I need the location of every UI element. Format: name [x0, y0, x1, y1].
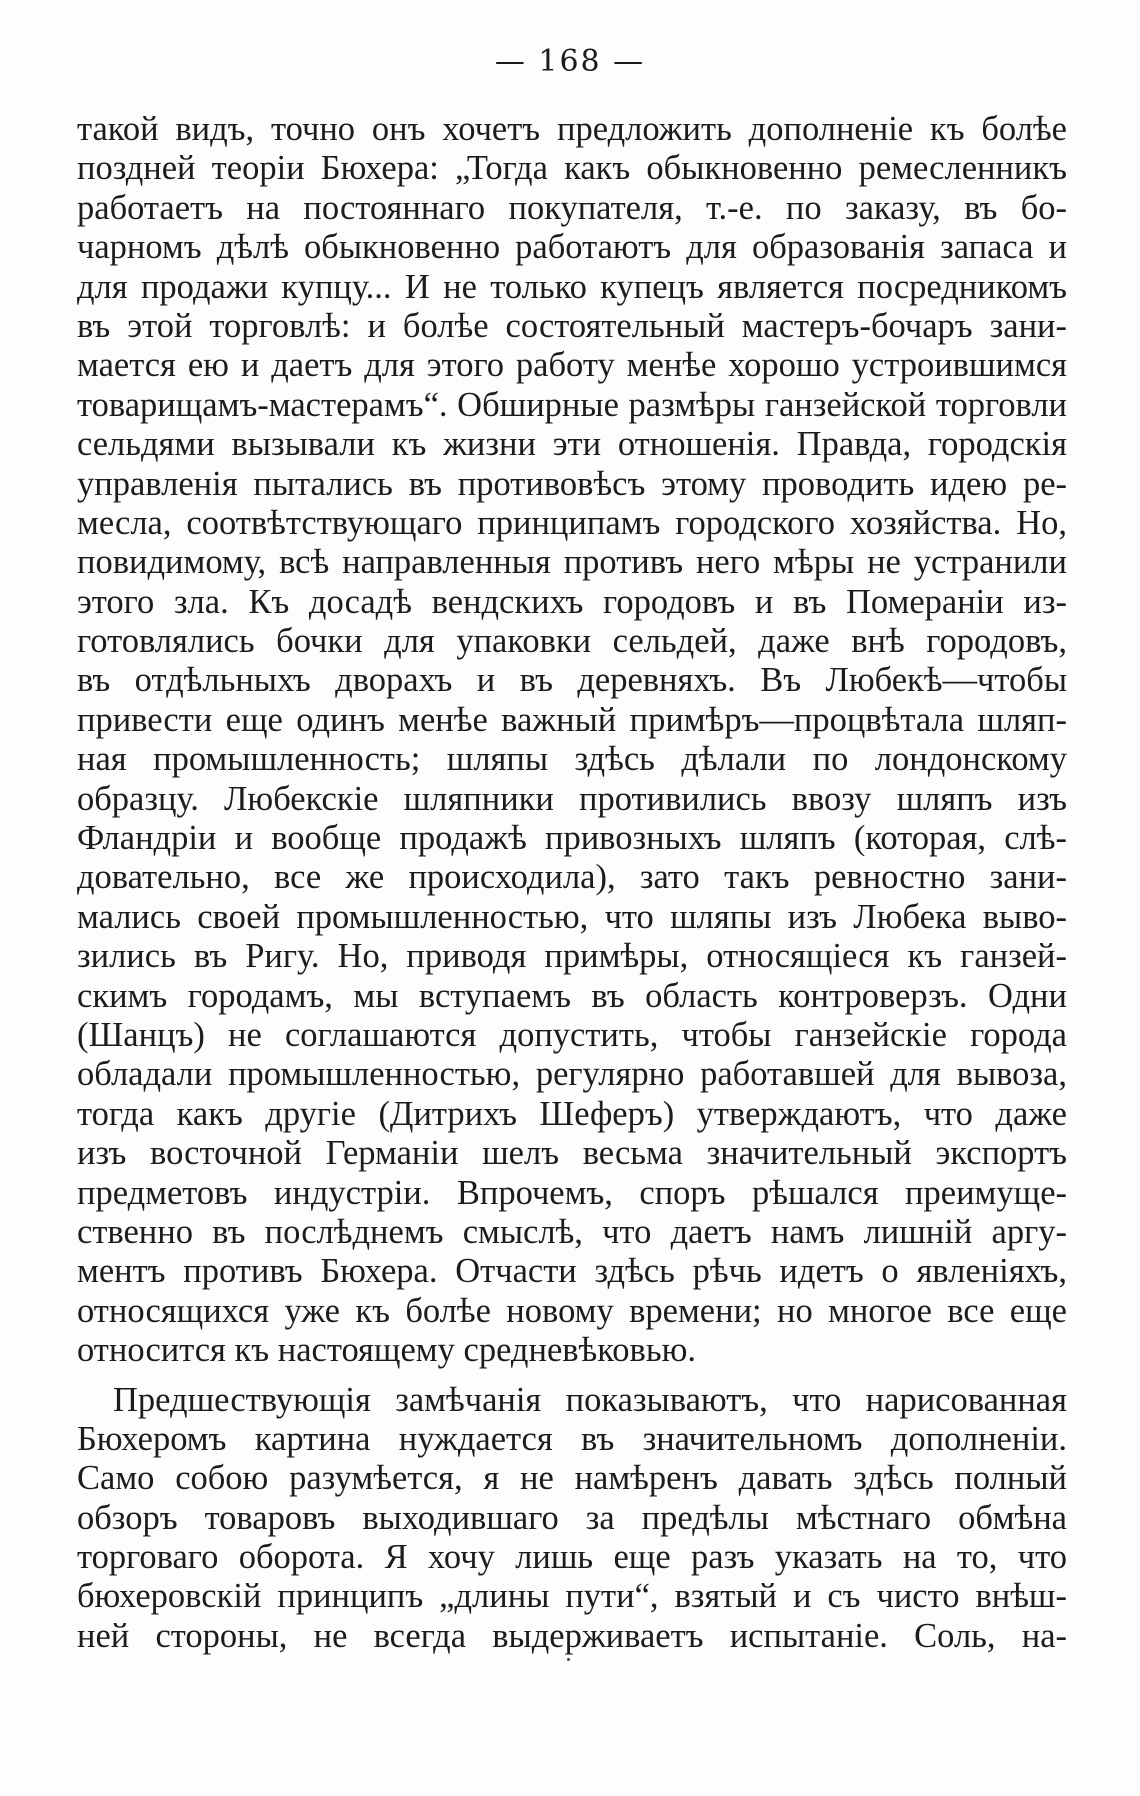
text-line: ная промышленность; шляпы здѣсь дѣлали по лондонскому [77, 740, 1067, 779]
text-line: мается ею и даетъ для этого работу менѣе хорошо устроившимся [77, 346, 1067, 385]
text-line: обзоръ товаровъ выходившаго за предѣлы мѣстнаго обмѣна [77, 1498, 1067, 1537]
text-line: этого зла. Къ досадѣ вендскихъ городовъ и въ Помераніи из- [77, 582, 1067, 621]
text-line: (Шанцъ) не соглашаются допустить, чтобы ганзейскіе города [77, 1015, 1067, 1054]
body-text [77, 110, 1067, 1656]
text-line: Фландріи и вообще продажѣ привозныхъ шляпъ (которая, слѣ- [77, 819, 1067, 858]
text-line: ней стороны, не всегда выдерживаетъ испытаніе. Соль, на- [77, 1616, 1067, 1655]
text-line: ственно въ послѣднемъ смыслѣ, что даетъ намъ лишній аргу- [77, 1212, 1067, 1251]
text-line-indented: Предшествующія замѣчанія показываютъ, что нарисованная [113, 1380, 1067, 1419]
text-line: ментъ противъ Бюхера. Отчасти здѣсь рѣчь идетъ о явленіяхъ, [77, 1252, 1067, 1291]
text-line: работаетъ на постояннаго покупателя, т.-е. по заказу, въ бо- [77, 188, 1067, 227]
text-line: поздней теоріи Бюхера: „Тогда какъ обыкновенно ремесленникъ [77, 149, 1067, 188]
text-line: въ этой торговлѣ: и болѣе состоятельный мастеръ-бочаръ зани- [77, 306, 1067, 345]
text-line: чарномъ дѣлѣ обыкновенно работаютъ для образованія запаса и [77, 228, 1067, 267]
text-line: привести еще одинъ менѣе важный примѣръ—процвѣтала шляп- [77, 700, 1067, 739]
paragraph-2 [77, 1381, 1067, 1657]
text-line: скимъ городамъ, мы вступаемъ въ область контроверзъ. Одни [77, 976, 1067, 1015]
text-line: повидимому, всѣ направленныя противъ него мѣры не устранили [77, 543, 1067, 582]
print-speck [567, 1658, 570, 1661]
paragraph-gap [77, 1371, 1067, 1381]
text-line: образцу. Любекскіе шляпники противились ввозу шляпъ изъ [77, 779, 1067, 818]
text-line: довательно, все же происходила), зато такъ ревностно зани- [77, 858, 1067, 897]
text-line: зились въ Ригу. Но, приводя примѣры, относящіеся къ ганзей- [77, 937, 1067, 976]
text-line: для продажи купцу... И не только купецъ является посредникомъ [77, 267, 1067, 306]
text-line: месла, соотвѣтствующаго принципамъ городского хозяйства. Но, [77, 503, 1067, 542]
text-line: тогда какъ другіе (Дитрихъ Шеферъ) утверждаютъ, что даже [77, 1094, 1067, 1133]
text-line-last: относится къ настоящему средневѣковью. [77, 1331, 696, 1370]
text-line: обладали промышленностью, регулярно работавшей для вывоза, [77, 1055, 1067, 1094]
text-line: Бюхеромъ картина нуждается въ значительномъ дополненіи. [77, 1419, 1067, 1458]
text-line: управленія пытались въ противовѣсъ этому проводить идею ре- [77, 464, 1067, 503]
text-line: сельдями вызывали къ жизни эти отношенія. Правда, городскія [77, 425, 1067, 464]
text-line: готовлялись бочки для упаковки сельдей, даже внѣ городовъ, [77, 622, 1067, 661]
text-line: бюхеровскій принципъ „длины пути“, взятый и съ чисто внѣш- [77, 1577, 1067, 1616]
paragraph-1 [77, 110, 1067, 1371]
text-line: такой видъ, точно онъ хочетъ предложить дополненіе къ болѣе [77, 110, 1067, 148]
text-line: изъ восточной Германіи шелъ весьма значительный экспортъ [77, 1134, 1067, 1173]
page-number: — 168 — [494, 44, 646, 79]
text-line: Само собою разумѣется, я не намѣренъ давать здѣсь полный [77, 1459, 1067, 1498]
text-line: мались своей промышленностью, что шляпы изъ Любека выво- [77, 897, 1067, 936]
text-line: въ отдѣльныхъ дворахъ и въ деревняхъ. Въ Любекѣ—чтобы [77, 661, 1067, 700]
text-line: товарищамъ-мастерамъ“. Обширные размѣры ганзейской торговли [77, 385, 1067, 424]
text-line: предметовъ индустріи. Впрочемъ, споръ рѣшался преимуще- [77, 1173, 1067, 1212]
text-line: относящихся уже къ болѣе новому времени; но многое все еще [77, 1291, 1067, 1330]
text-line: торговаго оборота. Я хочу лишь еще разъ указать на то, что [77, 1538, 1067, 1577]
